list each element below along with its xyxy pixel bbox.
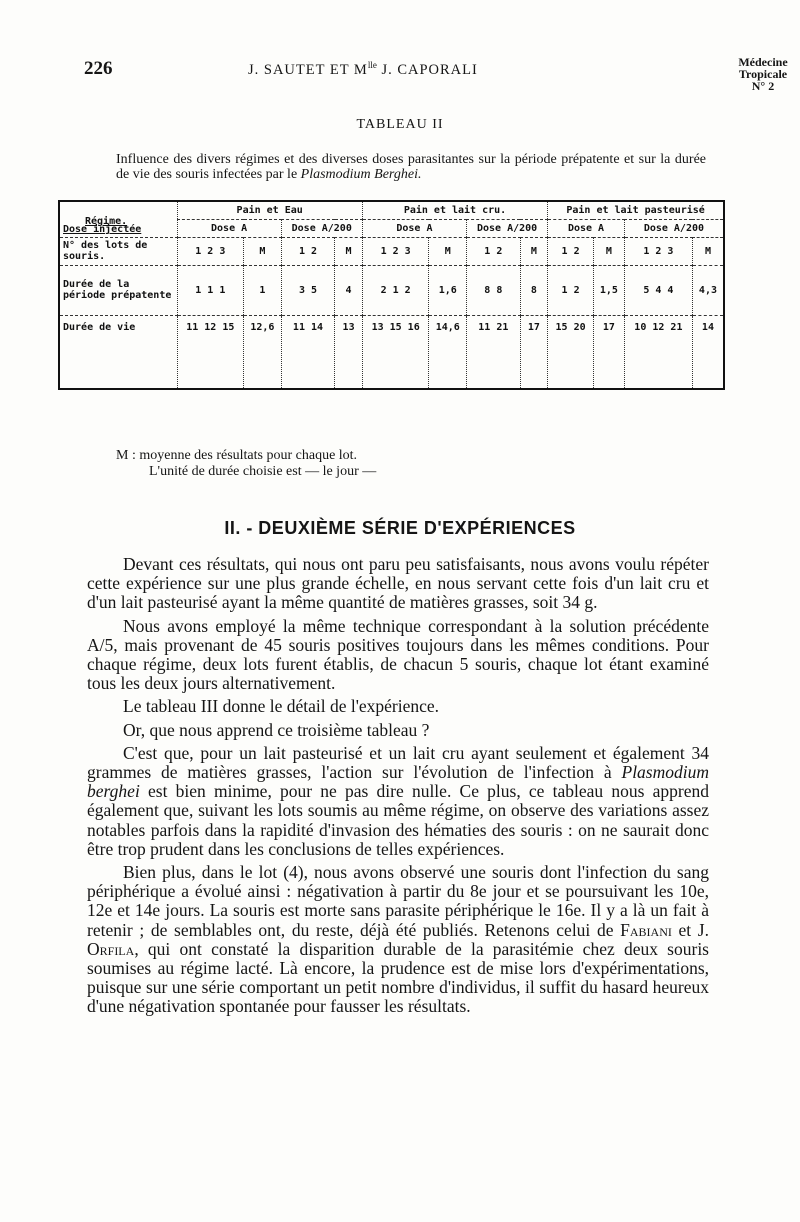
journal-line-2: Tropicale xyxy=(738,67,788,81)
author-name: Fabiani xyxy=(620,919,672,940)
table-cell: M xyxy=(335,237,363,265)
table-row xyxy=(59,315,724,389)
table-cell: 4,3 xyxy=(692,265,724,315)
dose-header: Dose A/200 xyxy=(467,219,548,237)
table-cell: 5 4 4 xyxy=(624,265,692,315)
running-title-sup: lle xyxy=(367,60,377,70)
dose-header: Dose A xyxy=(548,219,625,237)
paragraph: Le tableau III donne le détail de l'expérience. xyxy=(123,696,440,717)
section-heading: II. - DEUXIÈME SÉRIE D'EXPÉRIENCES xyxy=(224,518,576,538)
regime-header: Pain et lait cru. xyxy=(362,201,547,219)
species-name: Plasmodium berghei xyxy=(87,762,709,802)
table-cell: M xyxy=(520,237,548,265)
table-cell: 13 15 16 xyxy=(362,315,429,389)
legend-line-1: M : moyenne des résultats pour chaque lot. xyxy=(116,448,358,463)
results-table xyxy=(58,200,725,390)
paragraph-text: C'est que, pour un lait pasteurisé et un lait cru ayant seulement et également 34 grammes de matières grasses, l'action sur l'évolution de l'infection à xyxy=(87,742,709,783)
table-cell: 8 xyxy=(520,265,548,315)
running-title-text: J. SAUTET ET M xyxy=(248,61,368,78)
table-cell: 15 20 xyxy=(548,315,594,389)
table-cell: 1 2 3 xyxy=(624,237,692,265)
table-cell: 14,6 xyxy=(429,315,467,389)
corner-regime: Régime. xyxy=(85,216,128,228)
table-cell: M xyxy=(692,237,724,265)
table-corner xyxy=(59,201,177,237)
paragraph-text: est bien minime, pour ne pas dire nulle. Ce plus, ce tableau nous apprend également que, suivant les lots soumis au même régime, on observe des variations assez notables parfois dans la rapidité d'invasion des hématies des souris : on ne saurait donc être trop prudent dans les conclusions de telles expériences. xyxy=(87,781,709,859)
dose-header: Dose A xyxy=(362,219,466,237)
running-title xyxy=(248,60,478,79)
table-legend xyxy=(116,448,376,480)
table-title: TABLEAU II xyxy=(356,117,444,132)
paragraph-text: Bien plus, dans le lot (4), nous avons observé une souris dont l'infection du sang périphérique a évolué ainsi : négativation à partir du 8e jour et se poursuivant les 10e, 12e et 14e jours. La souris est morte sans parasite périphérique le 16e. Il y a là un fait à retenir ; de semblables ont, du reste, déjà été publiés. Retenons celui de xyxy=(87,862,709,940)
table-cell: M xyxy=(593,237,624,265)
paragraph: Nous avons employé la même technique correspondant à la solution précédente A/5, mais provenant de 45 souris positives toujours dans les mêmes conditions. Pour chaque régime, deux lots furent établis, de chacun 5 souris, chaque lot étant examiné tous les deux jours alternativement. xyxy=(87,615,709,694)
table-cell: 1 2 xyxy=(548,265,594,315)
running-title-end: J. CAPORALI xyxy=(376,61,478,78)
table-cell: 11 14 xyxy=(281,315,335,389)
dose-header: Dose A xyxy=(177,219,281,237)
table-cell: 1 2 xyxy=(281,237,335,265)
paragraph-text: et J. xyxy=(671,919,709,940)
table-cell: 11 21 xyxy=(467,315,521,389)
body-text xyxy=(87,555,709,1021)
table-cell: 11 12 15 xyxy=(177,315,244,389)
table-cell: 1 2 xyxy=(467,237,521,265)
journal-line-3: N° 2 xyxy=(751,79,775,93)
table-row xyxy=(59,237,724,265)
table-cell: 2 1 2 xyxy=(362,265,429,315)
table-cell: 8 8 xyxy=(467,265,521,315)
caption-text: Influence des divers régimes et des diverses doses parasitantes sur la période prépatente et sur la durée de vie des souris infectées par le xyxy=(116,152,706,182)
caption-species: Plasmodium Berghei. xyxy=(300,167,422,182)
regime-header: Pain et lait pasteurisé xyxy=(548,201,724,219)
paragraph xyxy=(87,744,709,859)
table-cell: 1 2 3 xyxy=(177,237,244,265)
paragraph: Devant ces résultats, qui nous ont paru peu satisfaisants, nous avons voulu répéter cette expérience sur une plus grande échelle, en nous servant cette fois d'un lait cru et d'un lait pasteurisé ayant la même quantité de matières grasses, soit 34 g. xyxy=(87,554,709,613)
table-cell: 3 5 xyxy=(281,265,335,315)
dose-header: Dose A/200 xyxy=(624,219,724,237)
journal-tag xyxy=(728,56,798,92)
table-row xyxy=(59,265,724,315)
regime-header: Pain et Eau xyxy=(177,201,362,219)
table-cell: 1 2 xyxy=(548,237,594,265)
table-cell: 1 2 3 xyxy=(362,237,429,265)
table-regime-row xyxy=(59,201,724,219)
paragraph: Or, que nous apprend ce troisième tableau ? xyxy=(123,719,430,740)
legend-line-2: L'unité de durée choisie est — le jour — xyxy=(149,464,377,479)
table-cell: 17 xyxy=(593,315,624,389)
row-label: N° des lots de souris. xyxy=(59,237,177,265)
paragraph xyxy=(87,863,709,1017)
table-cell: 13 xyxy=(335,315,363,389)
table-cell: 17 xyxy=(520,315,548,389)
table-cell: 4 xyxy=(335,265,363,315)
corner-dose: Dose injectée xyxy=(63,224,142,236)
journal-line-1: Médecine xyxy=(738,55,788,69)
table-cell: 14 xyxy=(692,315,724,389)
table-cell: 1 1 1 xyxy=(177,265,244,315)
table-cell: M xyxy=(244,237,282,265)
page-number: 226 xyxy=(84,58,113,79)
table-cell: 1,5 xyxy=(593,265,624,315)
table-cell: 12,6 xyxy=(244,315,282,389)
author-name: Orfila xyxy=(87,938,135,959)
table-caption xyxy=(116,152,706,182)
dose-header: Dose A/200 xyxy=(281,219,362,237)
table-cell: 1,6 xyxy=(429,265,467,315)
row-label: Durée de la période prépatente xyxy=(59,265,177,315)
table-cell: 10 12 21 xyxy=(624,315,692,389)
row-label: Durée de vie xyxy=(63,321,136,333)
paragraph-text: , qui ont constaté la disparition durable de la parasitémie chez deux souris soumises au régime lacté. Là encore, la prudence est de mise lors d'expérimentations, puisque sur une série comportant un petit nombre d'individus, il suffit du hasard heureux d'une négativation spontanée pour fausser les résultats. xyxy=(87,938,709,1017)
table-cell: M xyxy=(429,237,467,265)
table-cell: 1 xyxy=(244,265,282,315)
